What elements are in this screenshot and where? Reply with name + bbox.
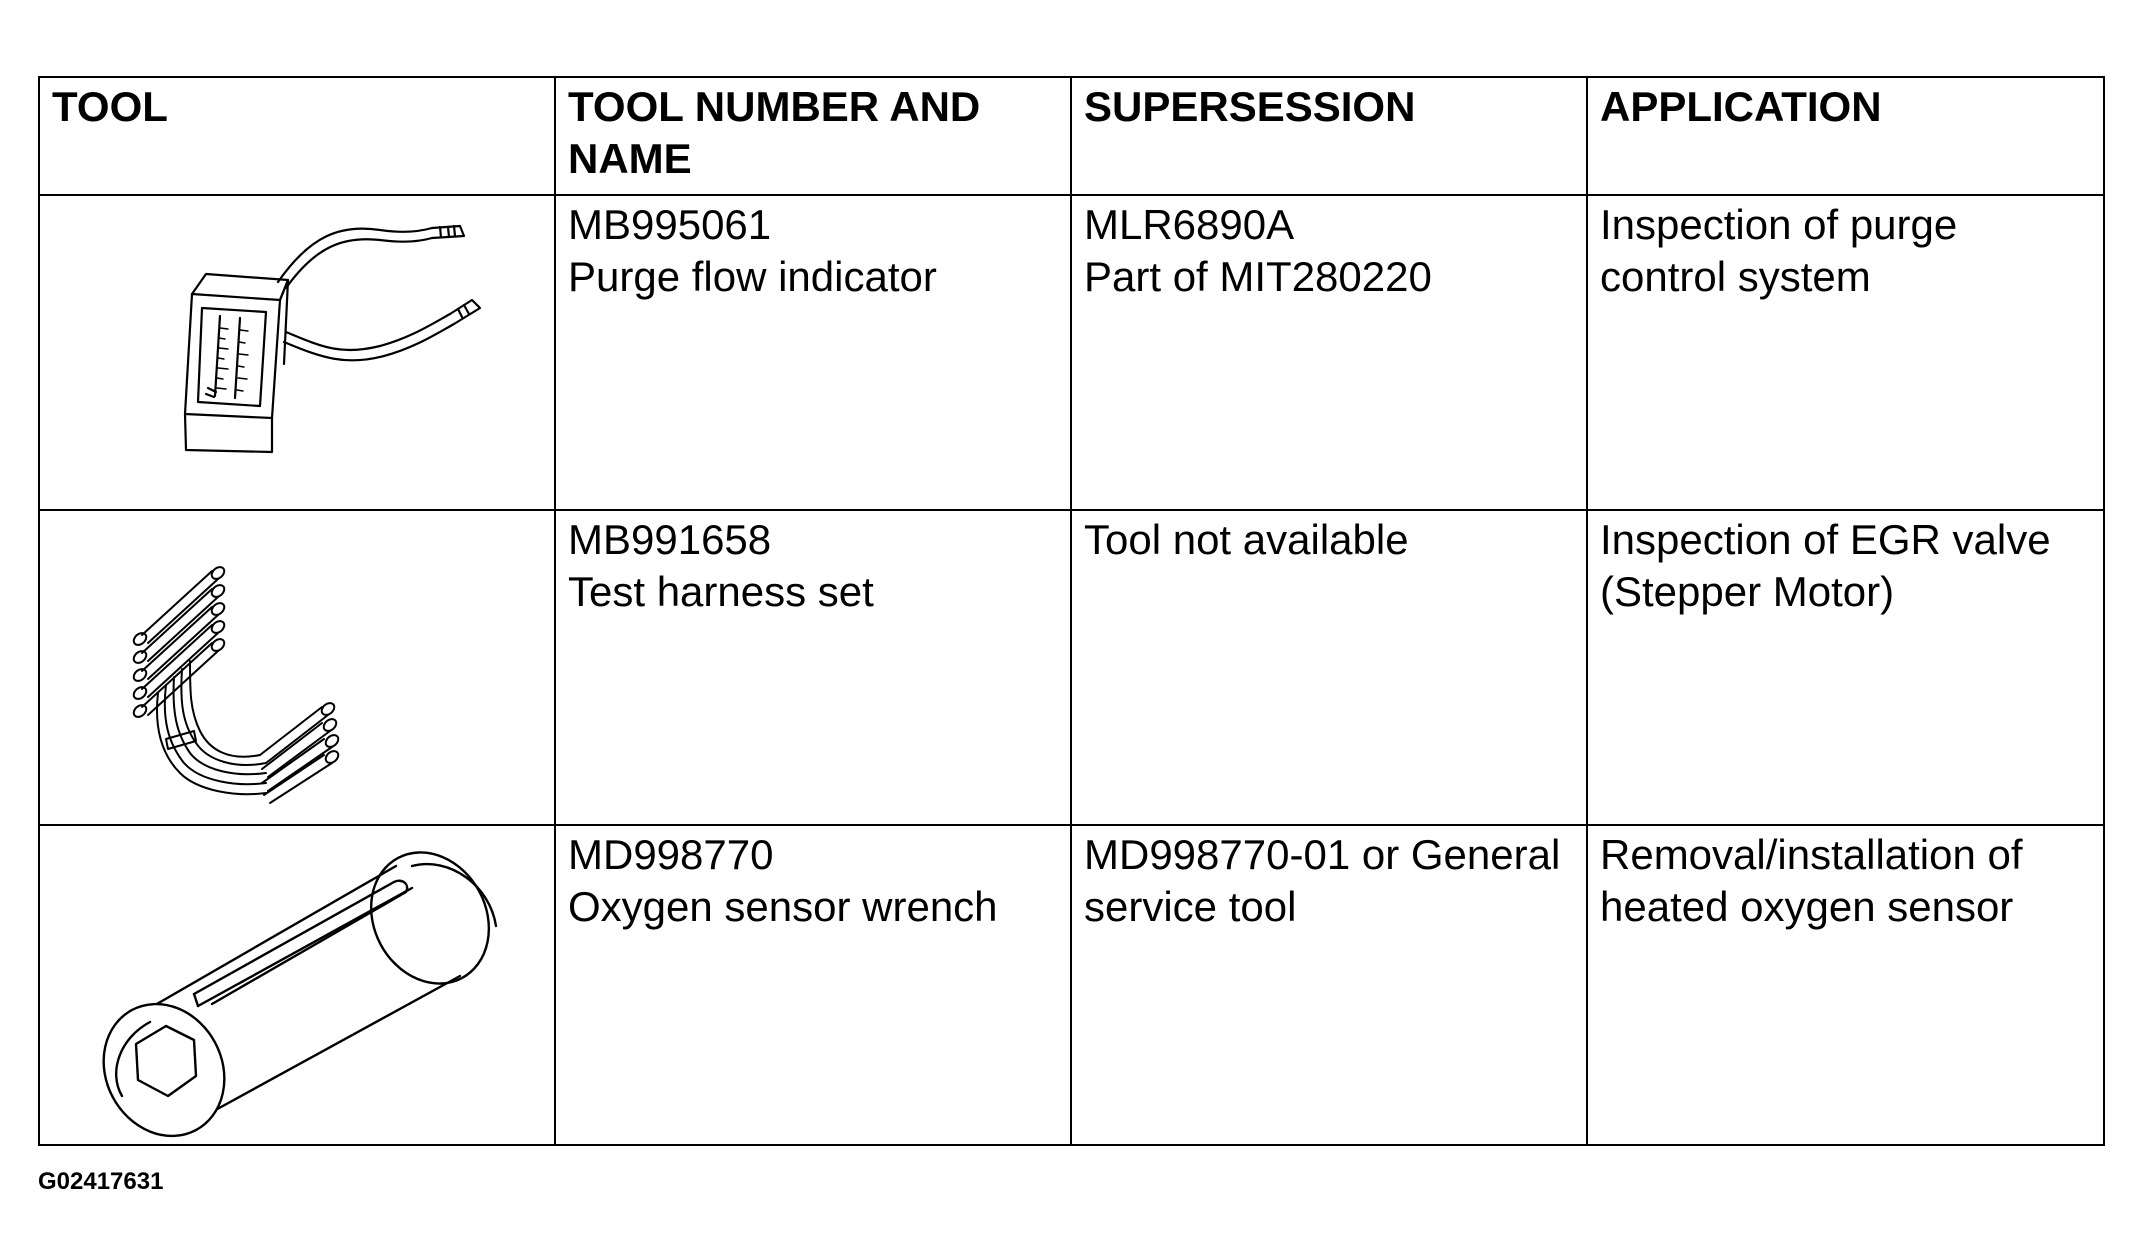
supersession-line: service tool — [1084, 883, 1297, 930]
header-tool: TOOL — [39, 77, 555, 195]
supersession-line: MD998770-01 or General — [1084, 831, 1561, 878]
tool-number-name-cell — [555, 825, 1071, 1145]
purge-flow-indicator-icon — [40, 196, 556, 511]
table-row — [39, 510, 2104, 825]
header-row — [39, 77, 2104, 195]
tool-image-cell — [39, 825, 555, 1145]
application-line: Inspection of EGR valve — [1600, 516, 2051, 563]
supersession-cell — [1071, 510, 1587, 825]
tool-image-cell — [39, 510, 555, 825]
tool-name: Oxygen sensor wrench — [568, 883, 998, 930]
tool-name: Purge flow indicator — [568, 253, 937, 300]
application-line: (Stepper Motor) — [1600, 568, 1895, 615]
tool-number: MD998770 — [568, 831, 774, 878]
tool-number-name-cell — [555, 195, 1071, 510]
tool-name: Test harness set — [568, 568, 874, 615]
table-row — [39, 195, 2104, 510]
header-supersession: SUPERSESSION — [1071, 77, 1587, 195]
application-cell — [1587, 195, 2104, 510]
supersession-line: MLR6890A — [1084, 201, 1295, 248]
tool-number-name-cell — [555, 510, 1071, 825]
supersession-line: Part of MIT280220 — [1084, 253, 1432, 300]
application-cell — [1587, 825, 2104, 1145]
special-tools-table — [38, 76, 2105, 1146]
application-line: Removal/installation of — [1600, 831, 2023, 878]
tool-number: MB995061 — [568, 201, 772, 248]
application-line: control system — [1600, 253, 1871, 300]
test-harness-set-icon — [40, 511, 556, 826]
tool-image-cell — [39, 195, 555, 510]
supersession-line: Tool not available — [1084, 516, 1409, 563]
header-application: APPLICATION — [1587, 77, 2104, 195]
figure-id: G02417631 — [38, 1168, 164, 1195]
application-line: Inspection of purge — [1600, 201, 1958, 248]
supersession-cell — [1071, 825, 1587, 1145]
application-line: heated oxygen sensor — [1600, 883, 2014, 930]
header-tool-number-and-name: TOOL NUMBER AND NAME — [555, 77, 1071, 195]
application-cell — [1587, 510, 2104, 825]
supersession-cell — [1071, 195, 1587, 510]
oxygen-sensor-wrench-icon — [40, 826, 556, 1146]
table-row — [39, 825, 2104, 1145]
tool-number: MB991658 — [568, 516, 772, 563]
